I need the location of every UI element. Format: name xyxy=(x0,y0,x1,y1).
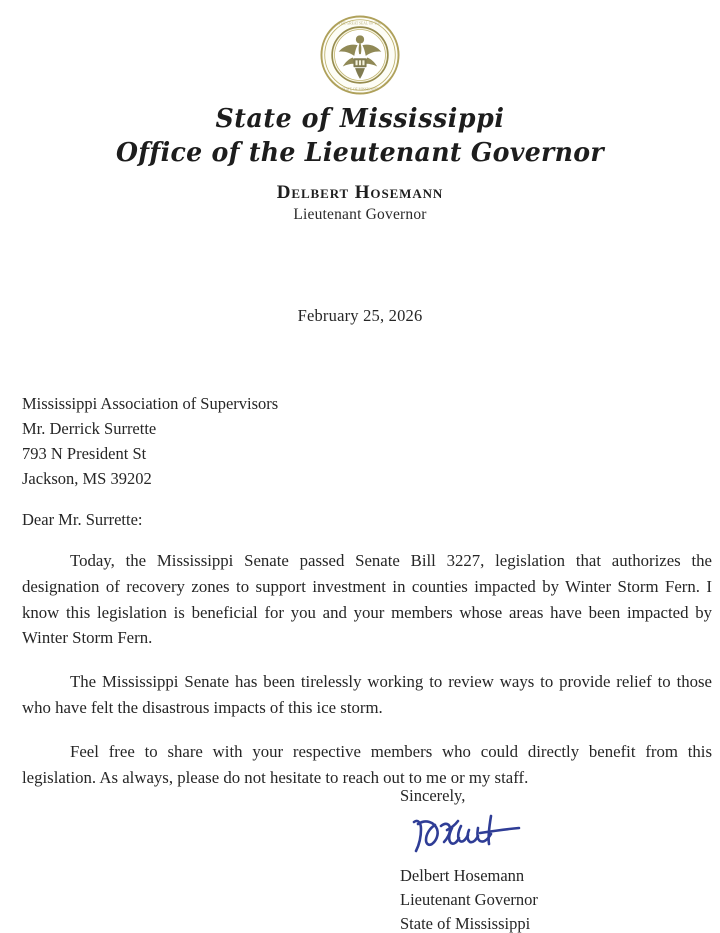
letter-body xyxy=(22,548,712,790)
recipient-organization: Mississippi Association of Supervisors xyxy=(22,394,279,413)
svg-text:THE GREAT SEAL OF THE: THE GREAT SEAL OF THE xyxy=(338,21,382,26)
recipient-address-block xyxy=(22,391,278,491)
salutation: Dear Mr. Surrette: xyxy=(22,510,143,529)
signer-name: Delbert Hosemann xyxy=(400,866,525,885)
signer-state: State of Mississippi xyxy=(400,914,531,933)
signature-block xyxy=(400,864,538,933)
handwritten-signature-icon xyxy=(406,806,536,862)
recipient-name: Mr. Derrick Surrette xyxy=(22,419,157,438)
closing-salutation: Sincerely, xyxy=(400,786,466,805)
letterhead xyxy=(0,0,720,224)
letter-date: February 25, 2026 xyxy=(297,306,423,325)
official-title-heading: Lieutenant Governor xyxy=(293,205,427,223)
signer-title: Lieutenant Governor xyxy=(400,890,538,909)
recipient-city-state-zip: Jackson, MS 39202 xyxy=(22,469,152,488)
state-name-heading: State of Mississippi xyxy=(215,104,505,134)
svg-text:STATE OF MISSISSIPPI: STATE OF MISSISSIPPI xyxy=(341,87,379,92)
body-paragraph: Feel free to share with your respective members who could directly benefit from this legislation. As always, please do not hesitate to reach out to me or my staff. xyxy=(22,741,712,787)
office-name-heading: Office of the Lieutenant Governor xyxy=(116,138,604,169)
state-seal-icon xyxy=(319,14,401,96)
recipient-street: 793 N President St xyxy=(22,444,147,463)
seal-container xyxy=(0,0,720,102)
body-paragraph: The Mississippi Senate has been tirelessly working to review ways to provide relief to those who have felt the disastrous impacts of this ice storm. xyxy=(22,672,712,717)
official-name-heading: Delbert Hosemann xyxy=(276,181,444,203)
body-paragraph: Today, the Mississippi Senate passed Senate Bill 3227, legislation that authorizes the designation of recovery zones to support investment in counties impacted by Winter Storm Fern. I know this legislation is beneficial for you and your members whose areas have been impacted by Winter Storm Fern. xyxy=(22,551,712,648)
